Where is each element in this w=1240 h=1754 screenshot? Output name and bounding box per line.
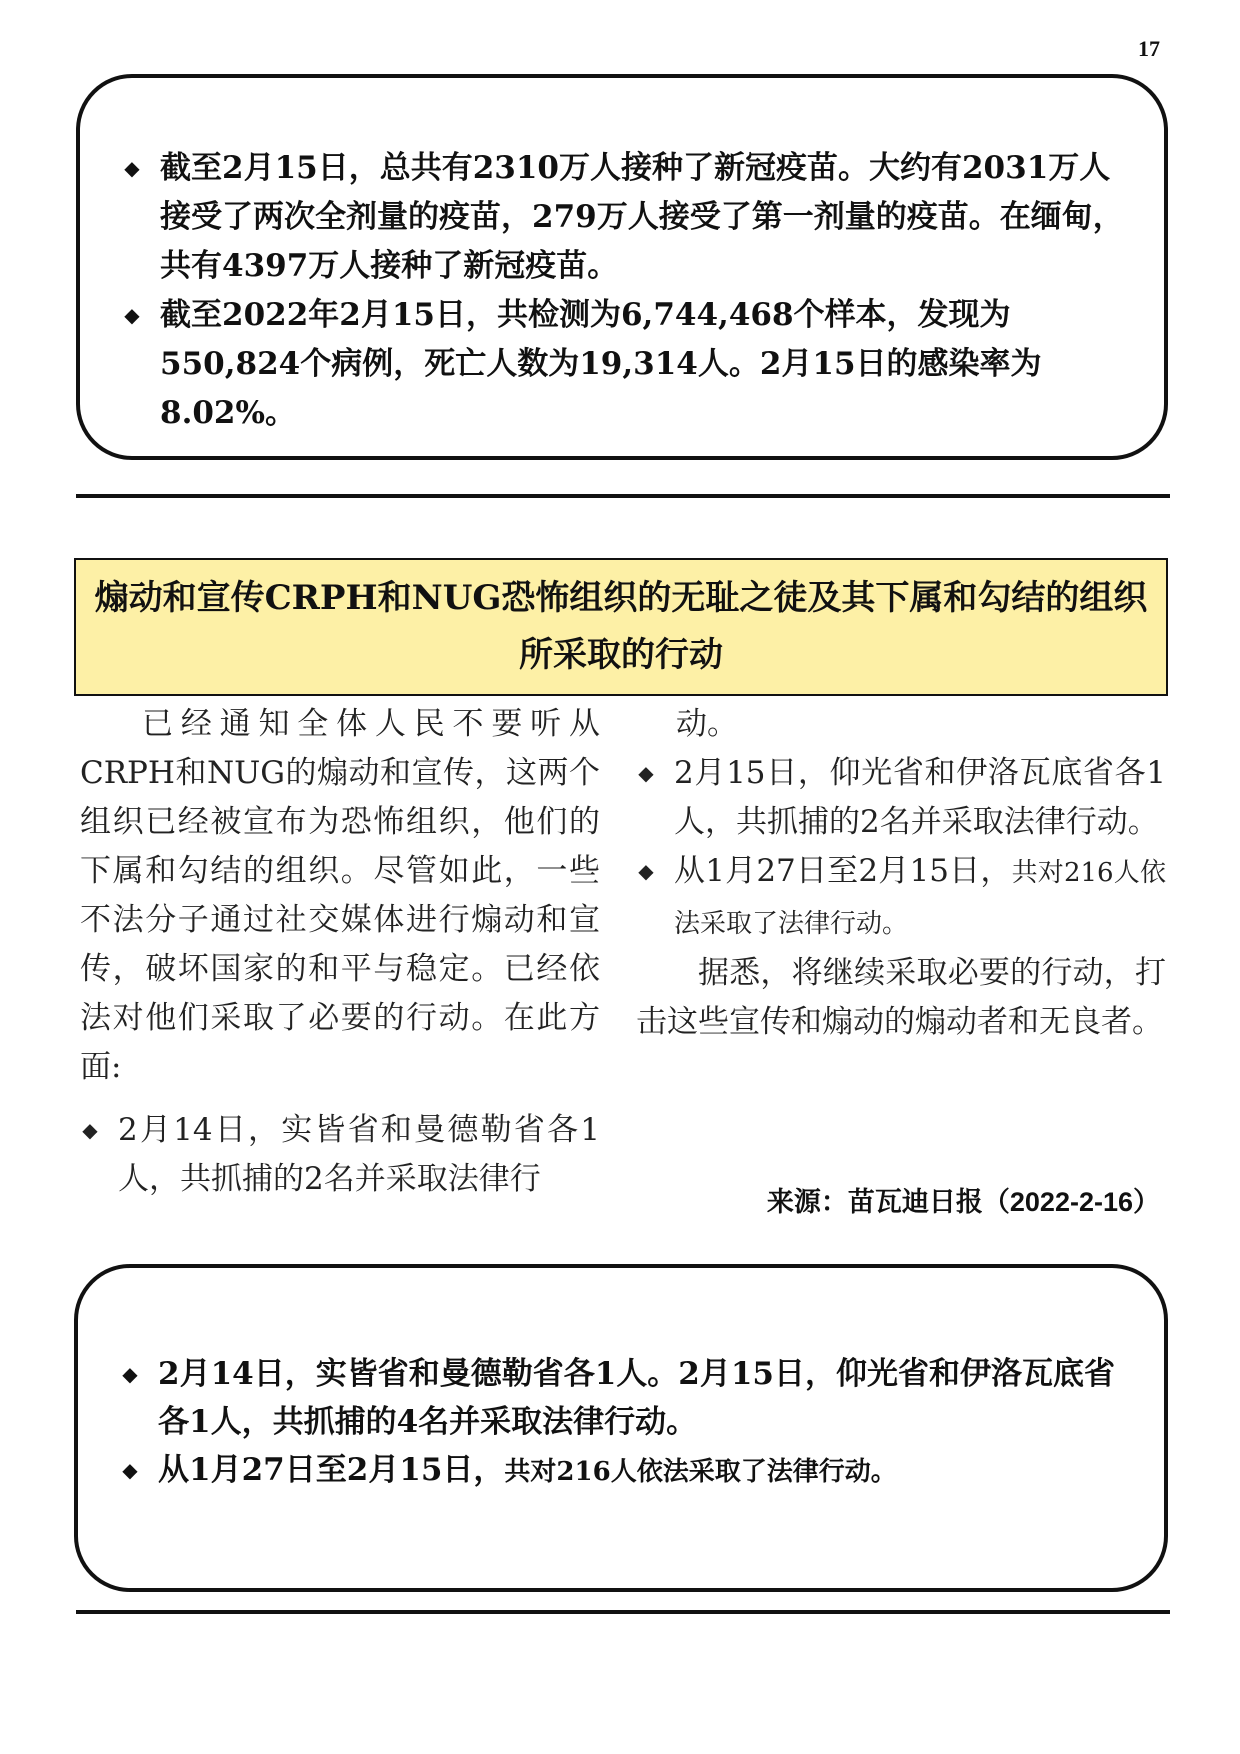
article-bullet-list-right bbox=[636, 749, 1166, 949]
article-bullet-3-text: 共对216人依法采取了法律行动。 bbox=[674, 858, 1166, 939]
list-item bbox=[636, 847, 1166, 949]
divider-rule bbox=[76, 1610, 1170, 1614]
diamond-bullet-icon: ◆ bbox=[122, 1458, 138, 1482]
divider-rule bbox=[76, 494, 1170, 498]
diamond-bullet-icon: ◆ bbox=[122, 1362, 138, 1386]
covid-testing-text: 截至2022年2月15日，共检测为6,744,468个样本，发现为550,824个病例，死亡人数为19,314人。2月15日的感染率为8.02%。 bbox=[160, 297, 1042, 431]
article-bullet-2: 2月15日，仰光省和伊洛瓦底省各1人，共抓捕的2名并采取法律行动。 bbox=[674, 755, 1166, 840]
summary-box-covid bbox=[76, 74, 1168, 460]
arrests-summary-text: 2月14日，实皆省和曼德勒省各1人。2月15日，仰光省和伊洛瓦底省各1人，共抓捕的4名并采取法律行动。 bbox=[158, 1356, 1115, 1440]
article-column-left bbox=[80, 700, 600, 1204]
article-closing: 据悉，将继续采取必要的行动，打击这些宣传和煽动的煽动者和无良者。 bbox=[636, 955, 1166, 1040]
arrests-bullet-list bbox=[102, 1350, 1140, 1496]
article-bullet-1-continued: 动。 bbox=[676, 706, 738, 742]
list-item bbox=[80, 1106, 600, 1204]
headline-line-2: 所采取的行动 bbox=[519, 635, 723, 675]
page-number: 17 bbox=[1138, 36, 1160, 61]
diamond-bullet-icon: ◆ bbox=[82, 1118, 98, 1142]
list-item bbox=[636, 749, 1166, 847]
headline-line-1: 煽动和宣传CRPH和NUG恐怖组织的无耻之徒及其下属和勾结的组织 bbox=[94, 578, 1148, 618]
list-item bbox=[104, 144, 1140, 291]
covid-bullet-list bbox=[104, 144, 1140, 438]
list-item bbox=[104, 291, 1140, 438]
list-item bbox=[102, 1446, 1140, 1496]
summary-box-arrests bbox=[74, 1264, 1168, 1592]
article-column-right bbox=[636, 700, 1166, 1047]
diamond-bullet-icon: ◆ bbox=[638, 761, 654, 785]
list-item bbox=[102, 1350, 1140, 1446]
arrests-total-text: 共对216人依法采取了法律行动。 bbox=[504, 1457, 897, 1487]
arrests-date-range: 从1月27日至2月15日， bbox=[158, 1452, 505, 1488]
article-bullet-list-left bbox=[80, 1106, 600, 1204]
article-headline bbox=[74, 558, 1168, 696]
diamond-bullet-icon: ◆ bbox=[638, 859, 654, 883]
article-bullet-1: 2月14日，实皆省和曼德勒省各1人，共抓捕的2名并采取法律行 bbox=[118, 1112, 600, 1197]
diamond-bullet-icon: ◆ bbox=[124, 156, 140, 180]
covid-vaccination-text: 截至2月15日，总共有2310万人接种了新冠疫苗。大约有2031万人接受了两次全剂量的疫苗，279万人接受了第一剂量的疫苗。在缅甸，共有4397万人接种了新冠疫苗。 bbox=[160, 150, 1124, 284]
diamond-bullet-icon: ◆ bbox=[124, 303, 140, 327]
article-source: 来源：苗瓦迪日报（2022-2-16） bbox=[766, 1187, 1160, 1217]
article-bullet-3-date: 从1月27日至2月15日， bbox=[674, 853, 1012, 889]
article-intro: 已经通知全体人民不要听从CRPH和NUG的煽动和宣传，这两个组织已经被宣布为恐怖组织，他们的下属和勾结的组织。尽管如此，一些不法分子通过社交媒体进行煽动和宣传，破坏国家的和平与稳定。已经依法对他们采取了必要的行动。在此方面: bbox=[80, 706, 600, 1085]
